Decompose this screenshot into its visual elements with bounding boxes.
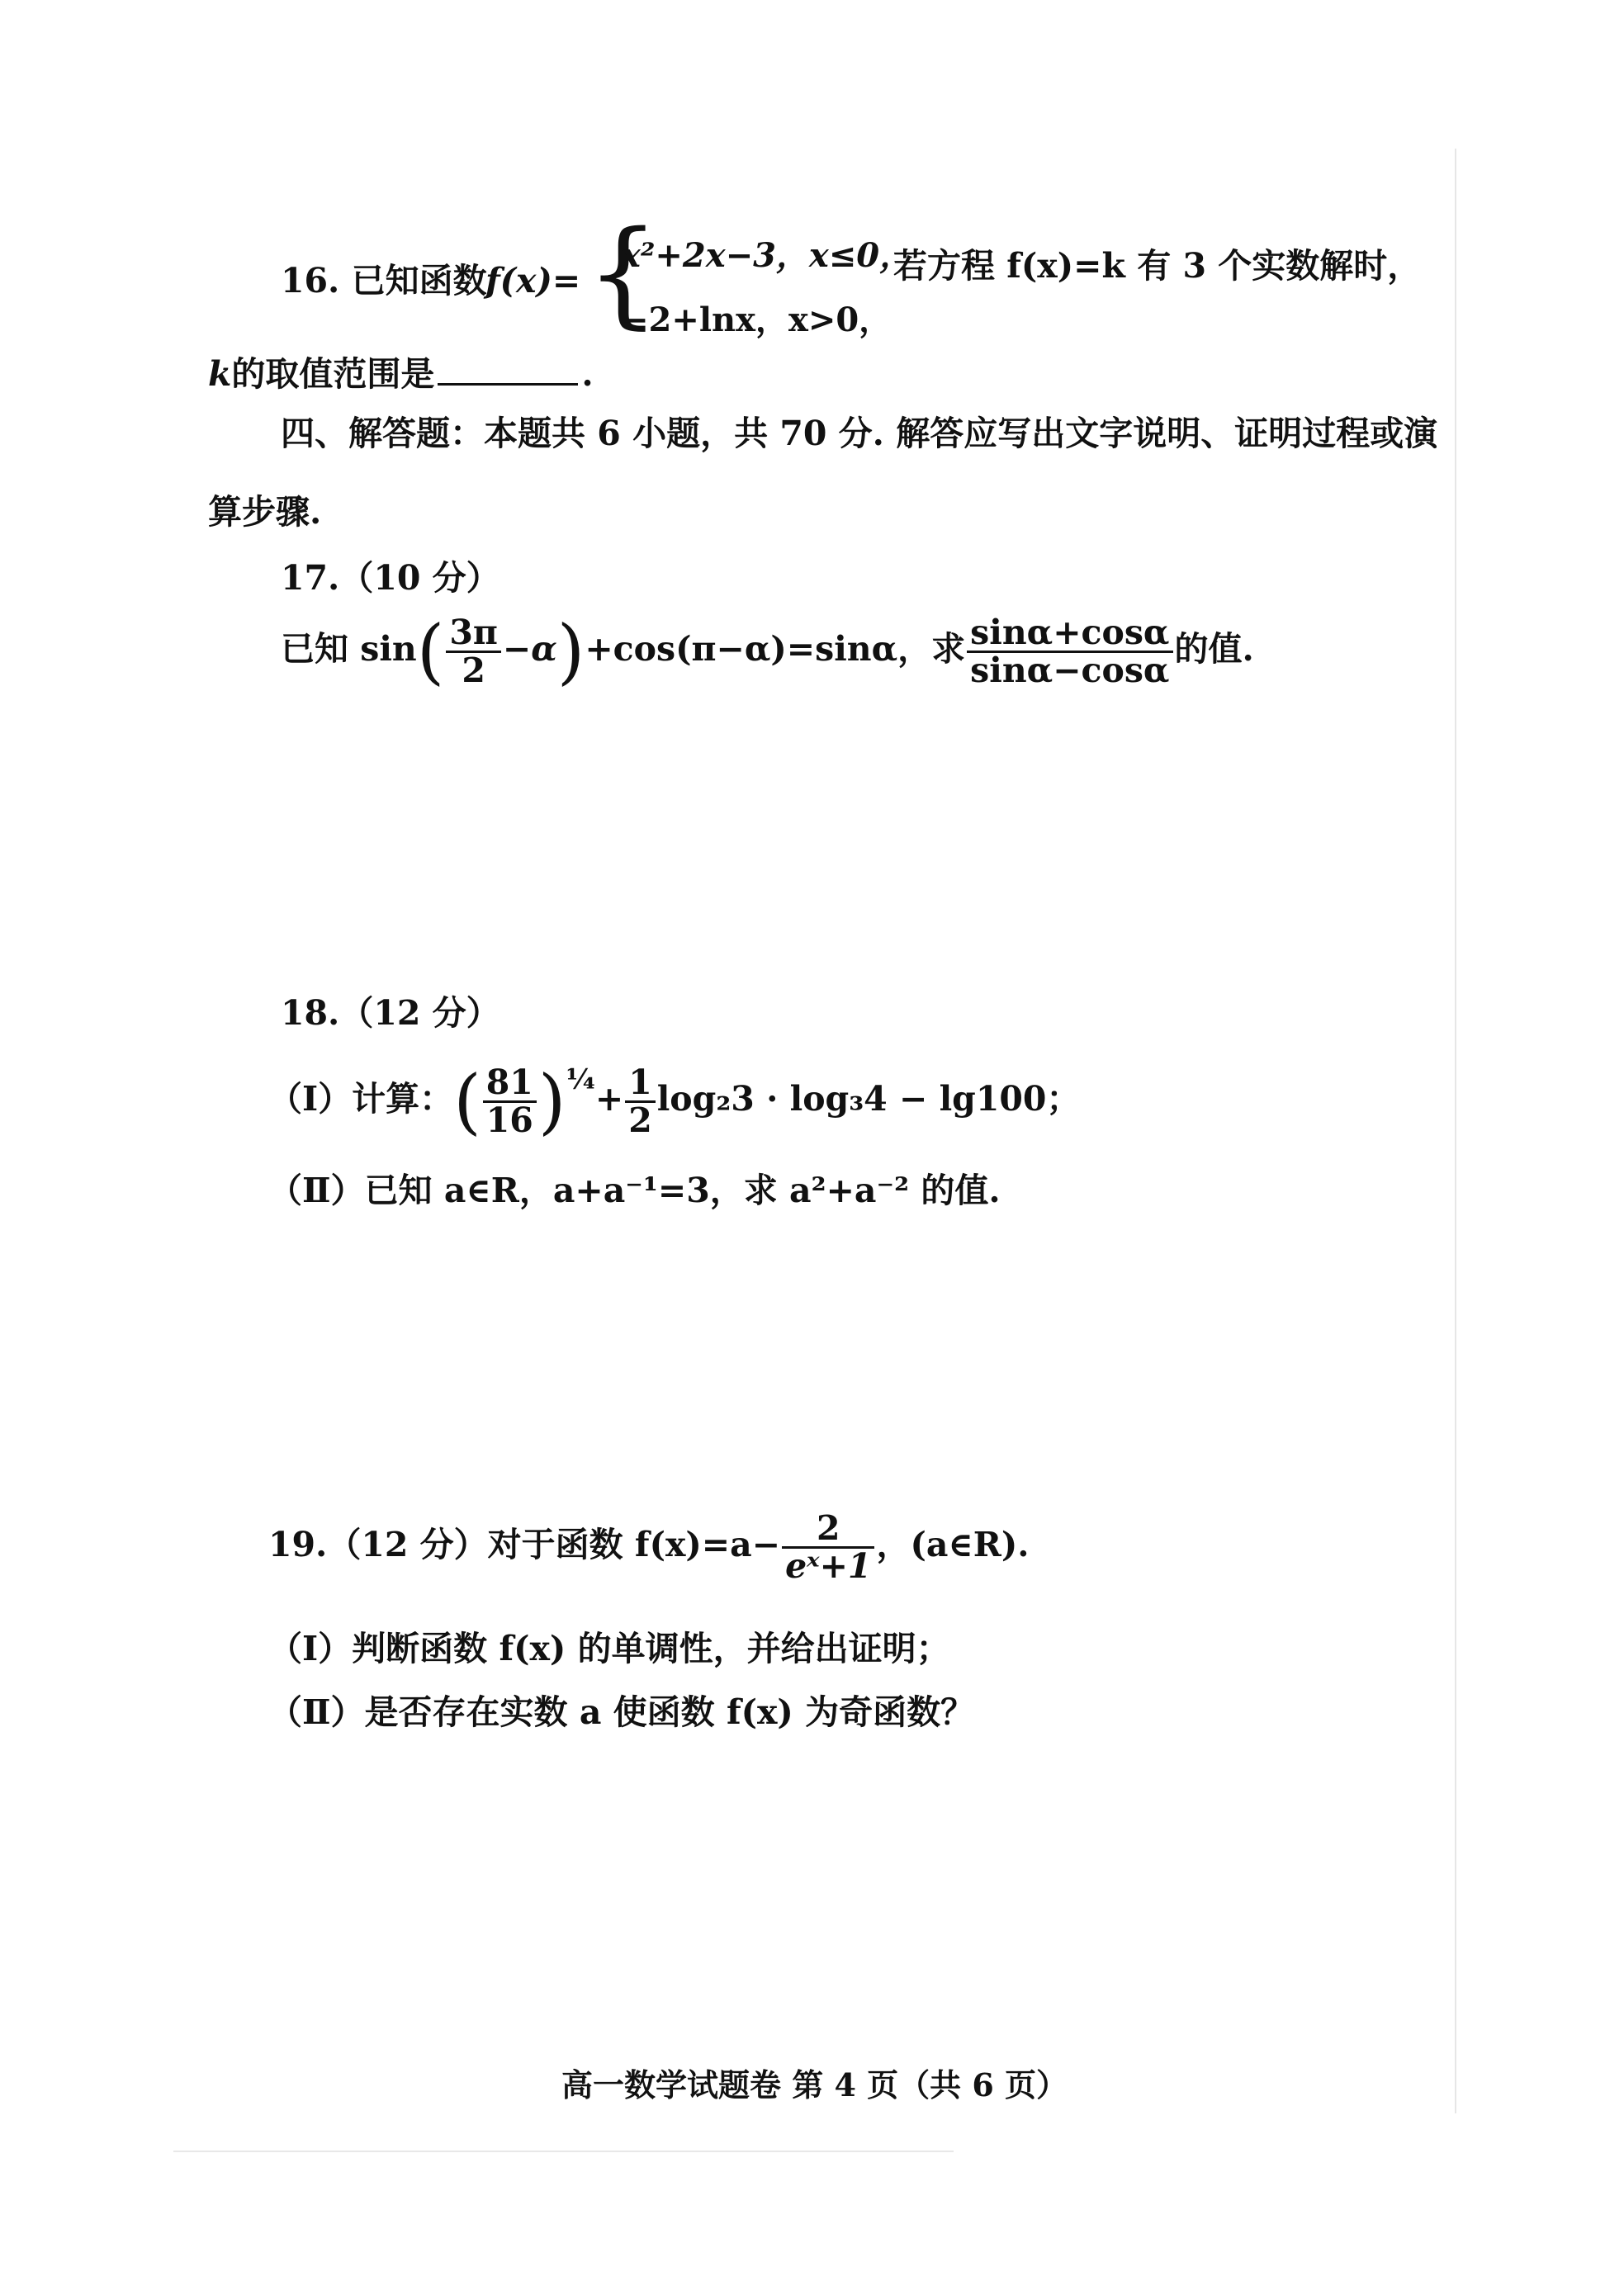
q18-part1 bbox=[268, 1060, 1081, 1143]
section4-title: 四、解答题：本题共 6 小题，共 70 分. 解答应写出文字说明、证明过程或演 bbox=[281, 414, 1438, 453]
q16-period: . bbox=[581, 354, 594, 394]
q17-tail: 的值. bbox=[1174, 629, 1254, 670]
q18-head: 18.（12 分） bbox=[281, 993, 500, 1033]
q19-head bbox=[268, 1508, 1030, 1587]
q17-ratio-num: sinα+cosα bbox=[967, 615, 1172, 653]
q19-head-text: 19.（12 分）对于函数 f(x)=a− bbox=[268, 1525, 781, 1565]
q16-line2 bbox=[208, 355, 594, 393]
q18-half-den: 2 bbox=[628, 1100, 652, 1141]
q17-rparen: ) bbox=[556, 610, 585, 693]
q19-head-tail: ，(a∈R). bbox=[876, 1525, 1030, 1565]
q17-angle-den: 2 bbox=[462, 651, 485, 691]
page-footer: 高一数学试题卷 第 4 页（共 6 页） bbox=[561, 2066, 1068, 2103]
q18-rest: log₂3 · log₃4 − lg100； bbox=[656, 1079, 1081, 1119]
q18-base-num: 81 bbox=[483, 1065, 537, 1103]
q19-fraction bbox=[782, 1508, 874, 1587]
q18-lparen: ( bbox=[453, 1060, 481, 1143]
q16-brace: { bbox=[586, 206, 660, 341]
q16-prefix: 16. 已知函数 bbox=[281, 261, 487, 300]
q17-known: 已知 sin bbox=[281, 629, 417, 670]
q16-fx: f(x)= bbox=[485, 261, 581, 300]
q18-exponent: ¼ bbox=[566, 1063, 595, 1096]
q16-case1: x²+2x−3，x≤0， bbox=[621, 236, 913, 275]
q17-head: 17.（10 分） bbox=[281, 558, 500, 598]
q18-half-fraction bbox=[625, 1062, 656, 1141]
q19-frac-den: eˣ+1 bbox=[785, 1546, 872, 1587]
page-edge-right bbox=[1455, 149, 1456, 2113]
q18-base-fraction bbox=[483, 1062, 537, 1141]
q19-frac-num: 2 bbox=[782, 1511, 874, 1549]
q18-part1-label: （Ⅰ）计算： bbox=[268, 1079, 454, 1119]
q16-suffix: 若方程 f(x)=k 有 3 个实数解时， bbox=[893, 246, 1422, 286]
q19-part1: （Ⅰ）判断函数 f(x) 的单调性，并给出证明； bbox=[268, 1629, 950, 1668]
q17-angle-fraction bbox=[446, 613, 501, 691]
q17-ratio-den: sinα−cosα bbox=[970, 651, 1170, 691]
q18-part2: （Ⅱ）已知 a∈R，a+a⁻¹=3，求 a²+a⁻² 的值. bbox=[268, 1171, 1001, 1210]
q18-half-num: 1 bbox=[625, 1065, 656, 1103]
q17-angle-num: 3π bbox=[446, 615, 501, 653]
q18-base-den: 16 bbox=[485, 1100, 533, 1141]
q16-range-text: 的取值范围是 bbox=[231, 354, 435, 394]
q18-plus: + bbox=[594, 1079, 624, 1119]
q16-answer-blank bbox=[438, 355, 578, 386]
q17-lparen: ( bbox=[416, 610, 445, 693]
q17-middle: +cos(π−α)=sinα，求 bbox=[585, 629, 966, 670]
q17-minus-alpha: −α bbox=[502, 629, 557, 670]
q16-case2: −2+lnx，x>0， bbox=[621, 300, 892, 339]
page-edge-bottom bbox=[173, 2151, 954, 2152]
q17-ratio-fraction bbox=[967, 613, 1172, 691]
q16-k: k bbox=[208, 354, 232, 394]
section4-title-cont: 算步骤. bbox=[208, 492, 322, 532]
q19-part2: （Ⅱ）是否存在实数 a 使函数 f(x) 为奇函数？ bbox=[268, 1692, 975, 1732]
q17-body bbox=[281, 610, 1254, 693]
q18-rparen: ) bbox=[537, 1060, 566, 1143]
